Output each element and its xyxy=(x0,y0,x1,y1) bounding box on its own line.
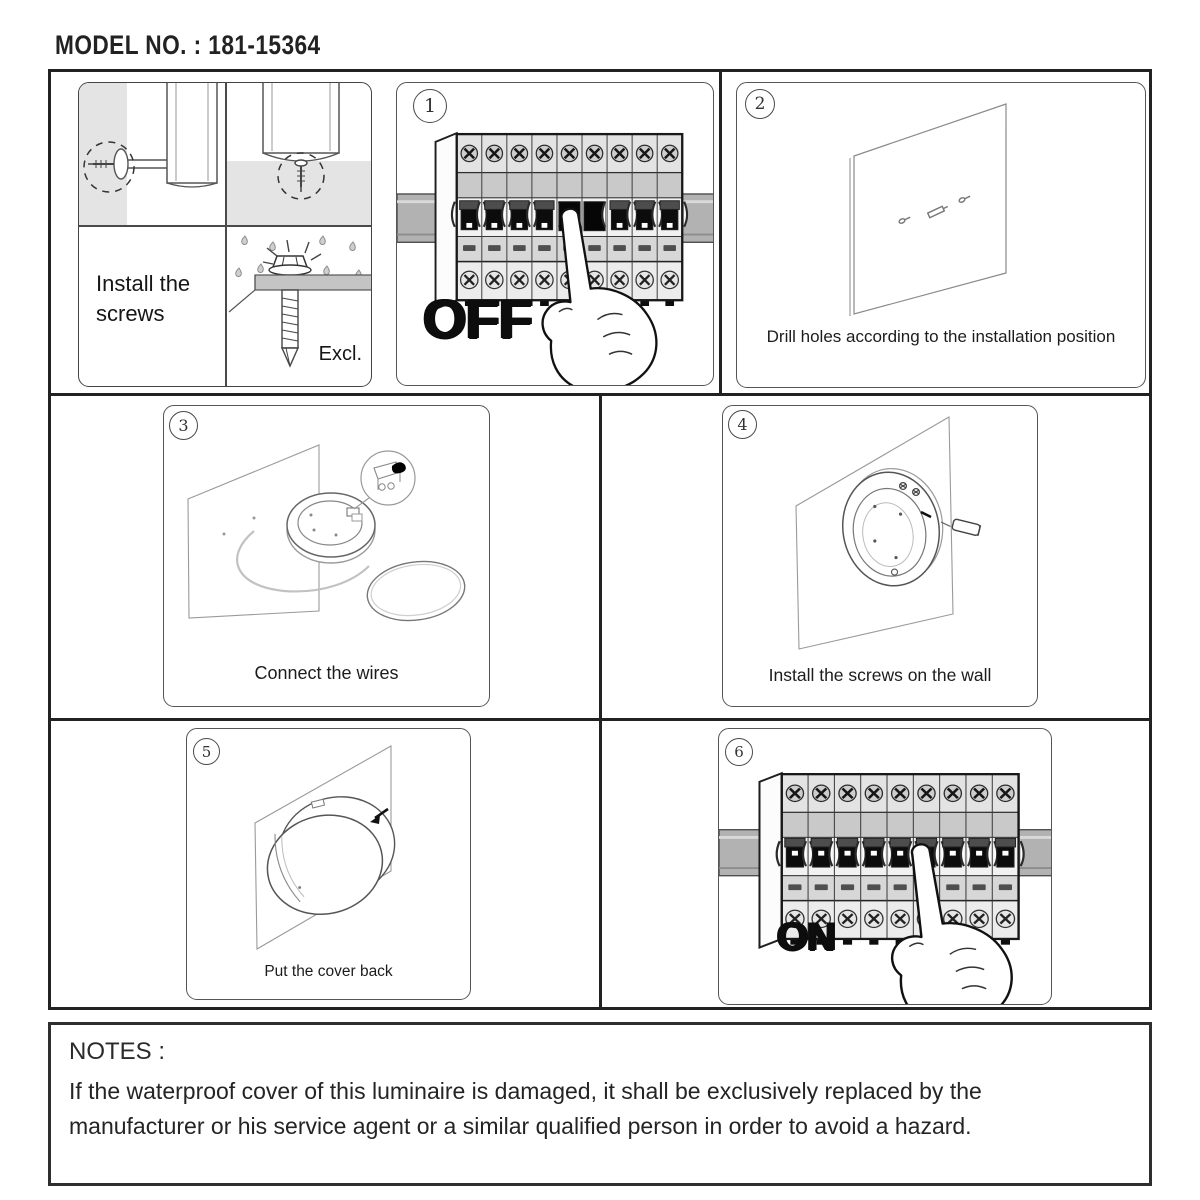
lamp-body xyxy=(167,83,217,183)
exclusion-label: Excl. xyxy=(318,343,362,365)
wall-illustration xyxy=(854,104,1006,314)
notes-line-1: If the waterproof cover of this luminaire is damaged, it shall be exclusively replaced by the xyxy=(69,1078,982,1104)
detail-balloon xyxy=(361,451,415,505)
screw-flange xyxy=(269,265,311,275)
power-on-label: ON xyxy=(777,915,835,959)
step-caption: Put the cover back xyxy=(264,963,393,980)
wire-connection-illustration xyxy=(164,406,490,707)
instruction-grid xyxy=(48,69,1152,1010)
wall-screw-mount-illustration xyxy=(723,406,1038,707)
step-number-badge: 6 xyxy=(725,738,753,766)
sheet-edge xyxy=(229,275,255,312)
circuit-breaker-on-illustration xyxy=(719,755,1052,1005)
screw-kit-panel xyxy=(78,82,372,387)
notes-line-2: manufacturer or his service agent or a similar qualified person in order to avoid a hazard. xyxy=(69,1113,972,1139)
step-caption: Connect the wires xyxy=(254,663,399,683)
wall-mount-screw-illustration xyxy=(79,83,225,225)
drill-tip xyxy=(282,348,298,366)
step-number-badge: 1 xyxy=(413,89,447,123)
notes-heading: NOTES : xyxy=(69,1038,166,1065)
step-number-badge: 2 xyxy=(745,89,775,119)
step-6-panel xyxy=(718,728,1052,1005)
step-number-badge: 5 xyxy=(193,738,220,765)
step-4-panel xyxy=(722,405,1038,707)
washer-disk xyxy=(114,149,128,179)
grid-divider xyxy=(599,396,602,1007)
metal-sheet xyxy=(255,275,372,290)
step-caption: Install the screws on the wall xyxy=(768,665,992,685)
power-off-label: OFF xyxy=(423,287,532,350)
lamp-post xyxy=(263,83,339,153)
step-5-panel xyxy=(186,728,471,1000)
cover-illustration xyxy=(363,555,468,626)
grid-divider xyxy=(719,72,722,393)
notes-box xyxy=(48,1022,1152,1186)
step-number-badge: 4 xyxy=(728,410,757,439)
kit-caption: Install the screws xyxy=(96,271,191,326)
step-number-badge: 3 xyxy=(169,411,198,440)
step-1-panel xyxy=(396,82,714,386)
model-number: MODEL NO. : 181-15364 xyxy=(55,30,321,60)
step-caption: Drill holes according to the installation position xyxy=(766,327,1116,346)
ground-mount-screw-illustration xyxy=(227,83,372,225)
step-3-panel xyxy=(163,405,490,707)
step-2-panel xyxy=(736,82,1146,388)
cover-installation-illustration xyxy=(187,729,471,1000)
screw-head xyxy=(295,160,307,166)
